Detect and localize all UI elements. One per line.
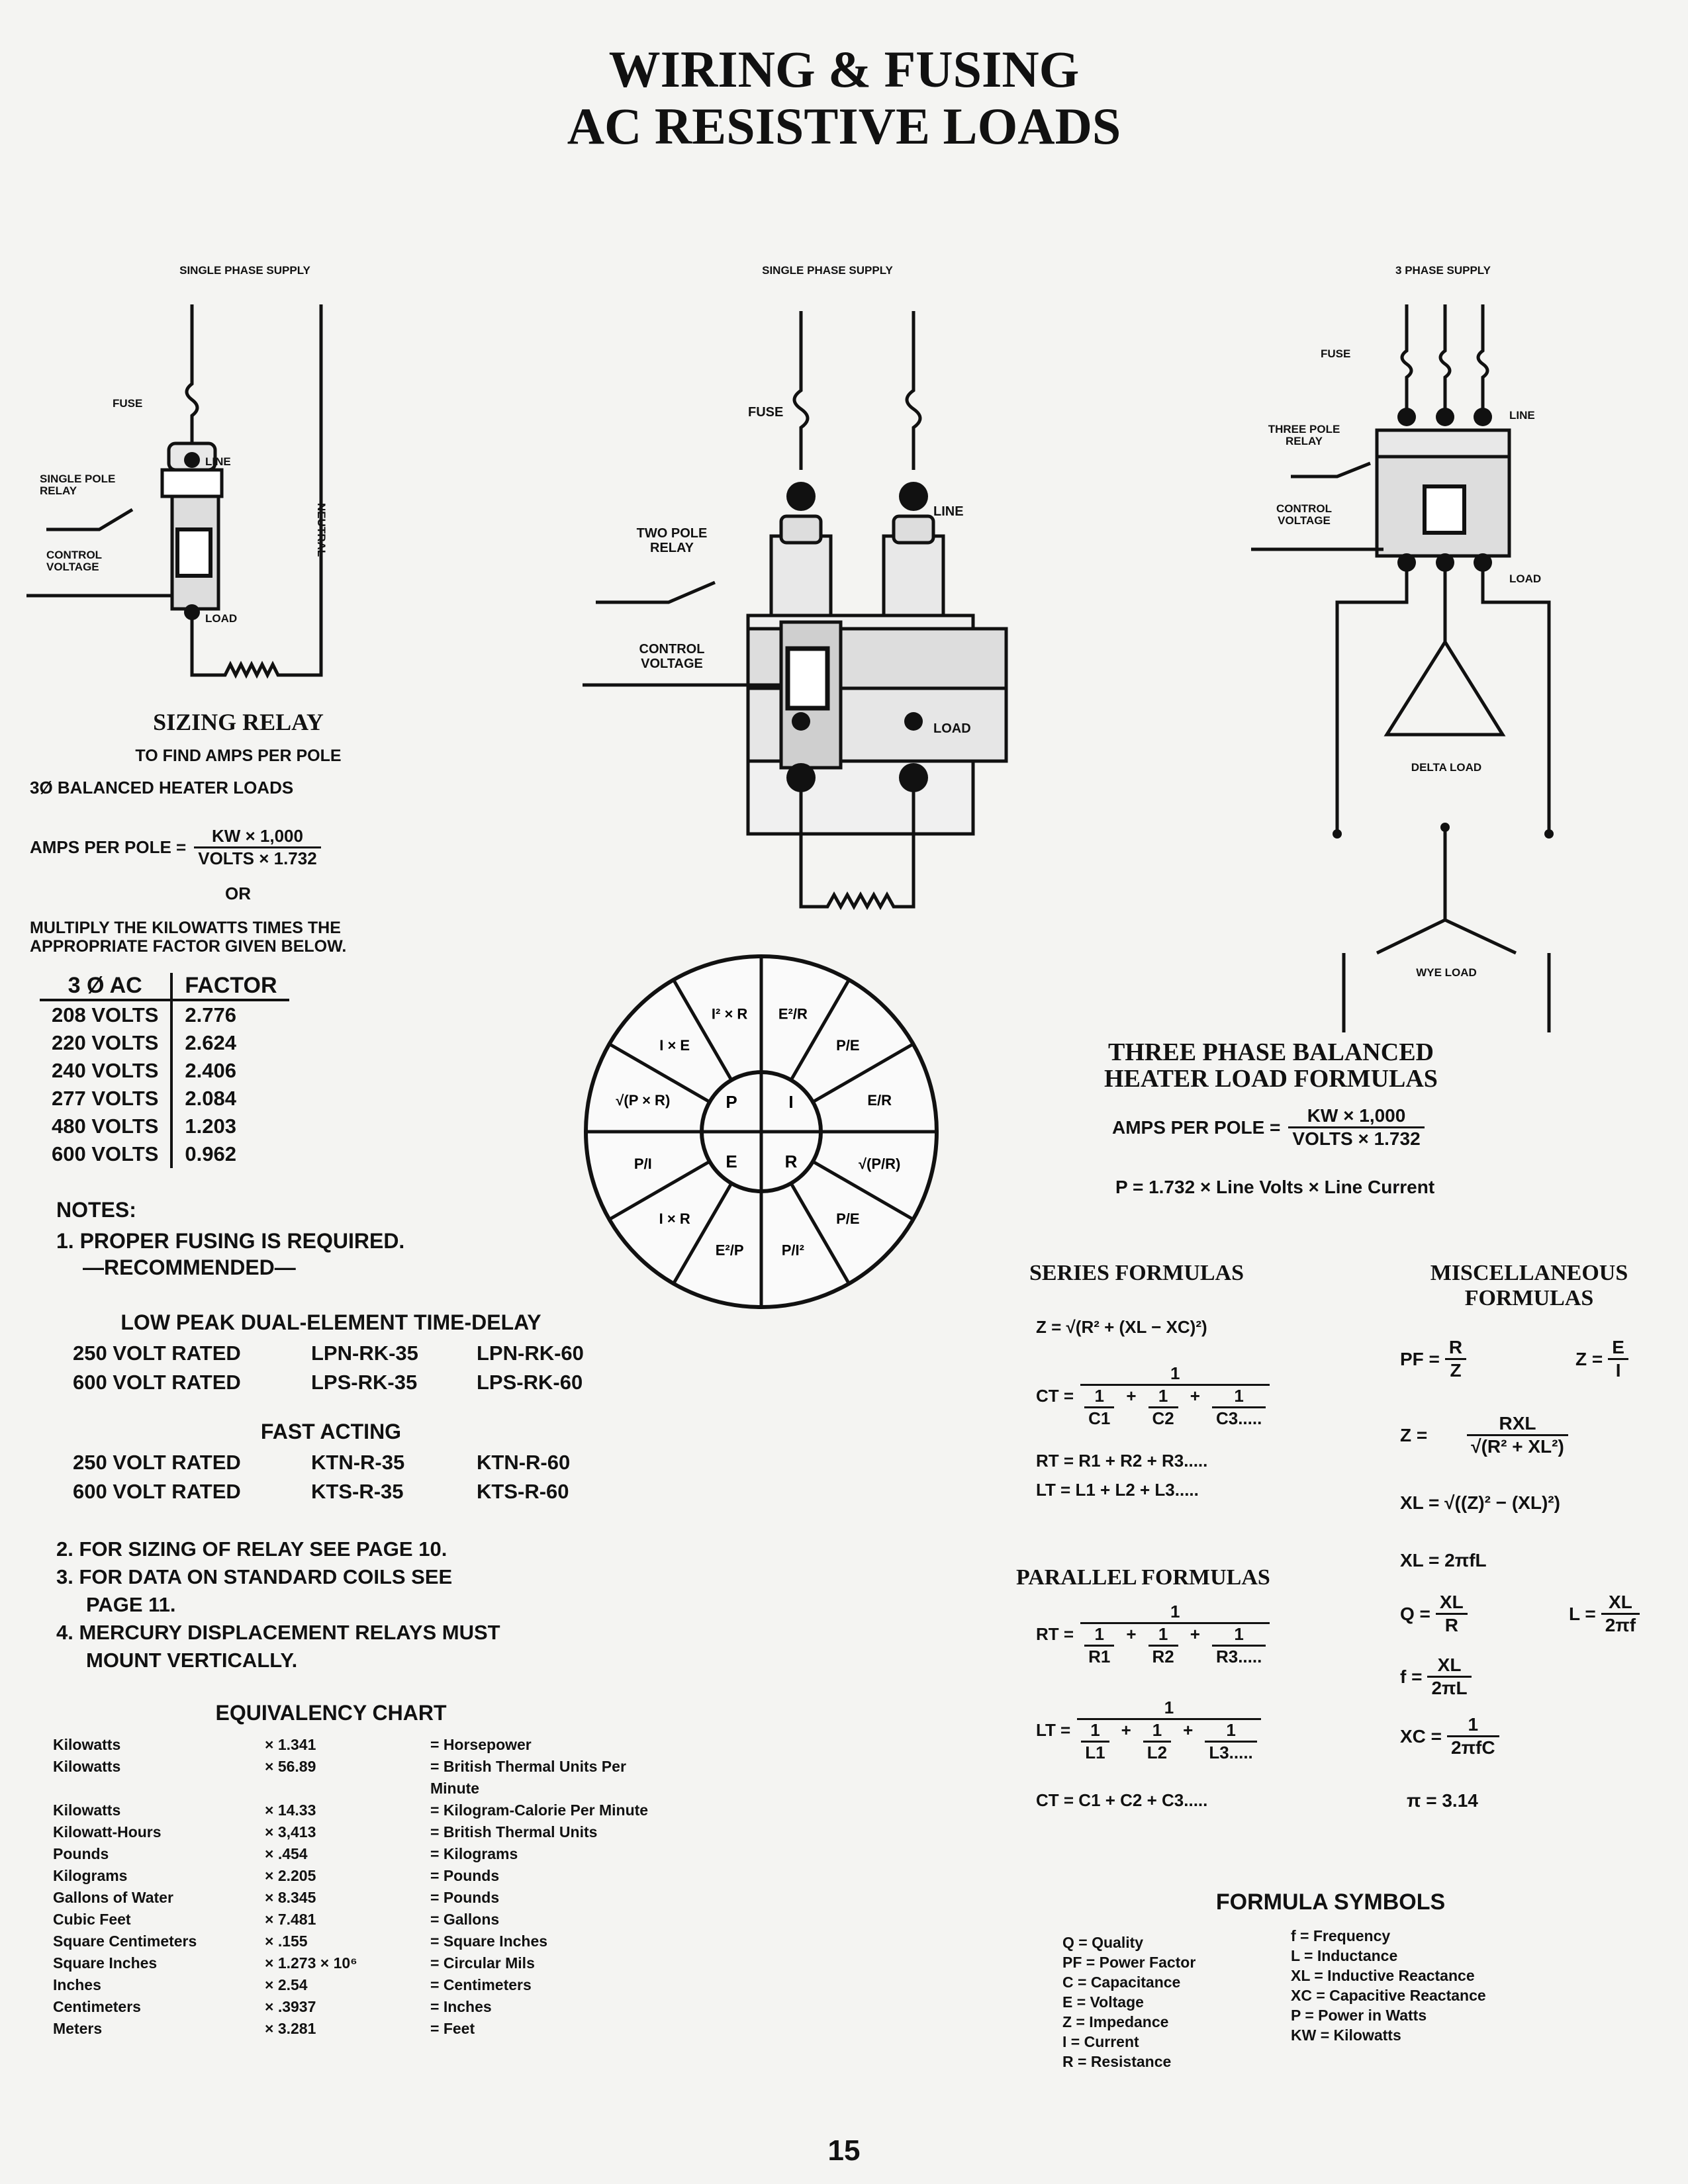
d3-control-label: CONTROL VOLTAGE bbox=[1276, 502, 1333, 527]
table-row bbox=[53, 1931, 649, 1952]
table-row bbox=[53, 1952, 649, 1974]
fuse-60: LPS-RK-60 bbox=[477, 1371, 583, 1394]
lowpeak-heading: LOW PEAK DUAL-ELEMENT TIME-DELAY bbox=[120, 1310, 541, 1334]
series-ct-numerator: 1 bbox=[1080, 1363, 1270, 1386]
equiv-from: Cubic Feet bbox=[53, 1911, 131, 1928]
equiv-to: = Pounds bbox=[430, 1889, 500, 1906]
equiv-to: = Inches bbox=[430, 1998, 492, 2015]
wheel-outer-formula: P/I bbox=[633, 1155, 652, 1172]
d3-load-label: LOAD bbox=[1509, 572, 1542, 585]
fastacting-heading: FAST ACTING bbox=[260, 1420, 402, 1443]
factor-value: 2.776 bbox=[185, 1003, 236, 1026]
fastacting-table bbox=[73, 1448, 570, 1506]
term-num: 1 bbox=[1143, 1720, 1171, 1743]
q-den: R bbox=[1444, 1615, 1458, 1635]
equiv-from: Square Centimeters bbox=[53, 1933, 197, 1950]
factor-value: 1.203 bbox=[185, 1115, 236, 1138]
term-num: 1 bbox=[1149, 1386, 1178, 1408]
equiv-to: = British Thermal Units bbox=[430, 1823, 598, 1841]
xc-lhs: XC = bbox=[1400, 1725, 1442, 1747]
d1-control-label: CONTROL VOLTAGE bbox=[46, 549, 102, 573]
xc-den: 2πfC bbox=[1451, 1737, 1495, 1758]
notes-heading: NOTES: bbox=[56, 1198, 136, 1222]
term bbox=[1149, 1624, 1178, 1667]
equiv-multiplier: × 3.281 bbox=[265, 2020, 316, 2037]
table-row bbox=[73, 1477, 570, 1506]
table-row bbox=[40, 1113, 289, 1140]
wheel-inner-label: I bbox=[788, 1092, 794, 1112]
d3-supply-label: 3 PHASE SUPPLY bbox=[1395, 264, 1491, 277]
equiv-to: = Pounds bbox=[430, 1867, 500, 1884]
symbol-entry: R = Resistance bbox=[1062, 2053, 1172, 2070]
parallel-rt-denominator: $\frac{1}{R1}$ + $\frac{1}{R2}$ + $\frac{1}{R3.....}$ bbox=[1080, 1624, 1270, 1667]
equiv-to: = Circular Mils bbox=[430, 1954, 535, 1972]
fuse-35: LPN-RK-35 bbox=[311, 1342, 418, 1365]
f-den: 2πL bbox=[1431, 1678, 1468, 1698]
equiv-multiplier: × 8.345 bbox=[265, 1889, 316, 1906]
z2-num: RXL bbox=[1467, 1413, 1568, 1436]
term-den: R2 bbox=[1152, 1647, 1174, 1666]
sizing-formula-lhs: AMPS PER POLE = bbox=[30, 837, 187, 857]
misc-z1 bbox=[1575, 1337, 1628, 1381]
term-den: C3..... bbox=[1215, 1408, 1262, 1428]
d2-supply-label: SINGLE PHASE SUPPLY bbox=[762, 264, 893, 277]
wheel-outer-formula: E/R bbox=[867, 1092, 892, 1109]
misc-xl-root: XL = √((Z)² − (XL)²) bbox=[1400, 1492, 1560, 1513]
equiv-to: = Square Inches bbox=[430, 1933, 548, 1950]
page-title bbox=[0, 41, 1688, 155]
equiv-multiplier: × 2.54 bbox=[265, 1976, 308, 1993]
parallel-ct: CT = C1 + C2 + C3..... bbox=[1036, 1790, 1208, 1810]
xc-fraction bbox=[1447, 1714, 1499, 1758]
notes-2-4 bbox=[56, 1535, 500, 1674]
table-row bbox=[40, 1000, 289, 1029]
term bbox=[1084, 1386, 1114, 1429]
table-row bbox=[53, 1821, 649, 1843]
pf-lhs: PF = bbox=[1400, 1348, 1440, 1369]
wheel-outer-formula: P/E bbox=[836, 1210, 860, 1227]
factor-volts: 208 VOLTS bbox=[40, 1000, 171, 1029]
fuse-35: KTN-R-35 bbox=[311, 1451, 405, 1474]
d2-relay-label: TWO POLE RELAY bbox=[636, 526, 708, 555]
equiv-heading: EQUIVALENCY CHART bbox=[215, 1701, 447, 1725]
factor-value: 0.962 bbox=[185, 1142, 236, 1165]
q-lhs: Q = bbox=[1400, 1603, 1430, 1624]
note-3a: 3. FOR DATA ON STANDARD COILS SEE bbox=[56, 1565, 453, 1588]
series-ct bbox=[1036, 1363, 1270, 1429]
table-row bbox=[40, 1085, 289, 1113]
wheel-outer-formula: P/I² bbox=[781, 1242, 804, 1259]
wheel-inner-label: E bbox=[726, 1152, 737, 1171]
d1-relay-label: SINGLE POLE RELAY bbox=[40, 473, 116, 497]
wheel-outer-formula: √(P/R) bbox=[858, 1155, 901, 1172]
title-line-2: AC RESISTIVE LOADS bbox=[567, 97, 1121, 155]
d3-relay-label: THREE POLE RELAY bbox=[1268, 423, 1340, 447]
factor-table bbox=[40, 973, 289, 1168]
l-fraction bbox=[1601, 1592, 1640, 1636]
fuse-60: LPN-RK-60 bbox=[477, 1342, 584, 1365]
symbol-entry: KW = Kilowatts bbox=[1291, 2026, 1401, 2044]
three-phase-formula bbox=[1112, 1105, 1425, 1150]
parallel-lt-lhs: LT = bbox=[1036, 1720, 1071, 1740]
l-num: XL bbox=[1601, 1592, 1640, 1615]
d3-delta-label: DELTA LOAD bbox=[1411, 761, 1482, 774]
rating: 600 VOLT RATED bbox=[73, 1371, 241, 1394]
d3-fuse-label: FUSE bbox=[1321, 347, 1351, 360]
wheel-outer-formula: I × E bbox=[659, 1037, 690, 1054]
three-phase-heading-1: THREE PHASE BALANCED bbox=[1108, 1038, 1434, 1066]
rating: 600 VOLT RATED bbox=[73, 1480, 241, 1503]
equiv-to: = British Thermal Units Per Minute bbox=[430, 1758, 626, 1797]
misc-heading bbox=[1390, 1261, 1668, 1311]
d1-neutral-label: NEUTRAL bbox=[315, 503, 328, 557]
parallel-lt bbox=[1036, 1698, 1261, 1763]
equiv-multiplier: × 3,413 bbox=[265, 1823, 316, 1841]
term bbox=[1143, 1720, 1171, 1763]
term bbox=[1084, 1624, 1114, 1667]
three-phase-heading-2: HEATER LOAD FORMULAS bbox=[1104, 1065, 1438, 1093]
symbol-entry: L = Inductance bbox=[1291, 1947, 1398, 1964]
series-z: Z = √(R² + (XL − XC)²) bbox=[1036, 1317, 1207, 1337]
equiv-multiplier: × 14.33 bbox=[265, 1801, 316, 1819]
sizing-or: OR bbox=[225, 884, 251, 903]
note-3b: PAGE 11. bbox=[86, 1593, 176, 1616]
z2-den: √(R² + XL²) bbox=[1471, 1436, 1564, 1457]
sizing-multiply bbox=[30, 919, 346, 956]
equiv-to: = Kilogram-Calorie Per Minute bbox=[430, 1801, 649, 1819]
fuse-35: LPS-RK-35 bbox=[311, 1371, 418, 1394]
l-lhs: L = bbox=[1569, 1603, 1596, 1624]
factor-value: 2.084 bbox=[185, 1087, 236, 1110]
equiv-multiplier: × 7.481 bbox=[265, 1911, 316, 1928]
table-row bbox=[53, 1887, 649, 1909]
rating: 250 VOLT RATED bbox=[73, 1342, 241, 1365]
three-phase-numerator: KW × 1,000 bbox=[1288, 1105, 1424, 1128]
parallel-rt-lhs: RT = bbox=[1036, 1624, 1074, 1644]
wheel-outer-formula: E²/P bbox=[715, 1242, 744, 1259]
symbol-entry: I = Current bbox=[1062, 2033, 1139, 2050]
factor-col-factor: FACTOR bbox=[171, 973, 289, 1000]
rating: 250 VOLT RATED bbox=[73, 1451, 241, 1474]
series-lt: LT = L1 + L2 + L3..... bbox=[1036, 1480, 1199, 1500]
term-den: L1 bbox=[1085, 1743, 1105, 1762]
equiv-from: Inches bbox=[53, 1976, 101, 1993]
page-number: 15 bbox=[827, 2134, 861, 2167]
term-num: 1 bbox=[1212, 1624, 1266, 1647]
parallel-rt bbox=[1036, 1602, 1270, 1667]
f-lhs: f = bbox=[1400, 1666, 1423, 1687]
fuse-60: KTN-R-60 bbox=[477, 1451, 571, 1474]
parallel-rt-fraction bbox=[1080, 1602, 1270, 1667]
pf-num: R bbox=[1445, 1337, 1466, 1360]
sizing-multiply-2: APPROPRIATE FACTOR GIVEN BELOW. bbox=[30, 937, 347, 956]
factor-volts: 220 VOLTS bbox=[40, 1029, 171, 1057]
z1-num: E bbox=[1608, 1337, 1628, 1360]
three-pole-wiring-diagram bbox=[1244, 251, 1589, 993]
misc-xl2: XL = 2πfL bbox=[1400, 1550, 1487, 1570]
equiv-from: Kilowatts bbox=[53, 1801, 121, 1819]
symbol-entry: C = Capacitance bbox=[1062, 1974, 1181, 1991]
title-line-1: WIRING & FUSING bbox=[608, 40, 1080, 98]
symbol-entry: P = Power in Watts bbox=[1291, 2007, 1427, 2024]
note-1-text: 1. PROPER FUSING IS REQUIRED. bbox=[56, 1229, 405, 1253]
term bbox=[1212, 1386, 1266, 1429]
factor-volts: 277 VOLTS bbox=[40, 1085, 171, 1113]
term-den: L3..... bbox=[1209, 1743, 1253, 1762]
equiv-multiplier: × 56.89 bbox=[265, 1758, 316, 1775]
symbol-entry: XL = Inductive Reactance bbox=[1291, 1967, 1475, 1984]
lowpeak-table bbox=[73, 1339, 584, 1397]
d2-line-label: LINE bbox=[933, 504, 964, 519]
sizing-denominator: VOLTS × 1.732 bbox=[198, 848, 317, 868]
table-row bbox=[53, 1756, 649, 1799]
term bbox=[1212, 1624, 1266, 1667]
d3-line-label: LINE bbox=[1509, 409, 1535, 422]
symbol-entry: Z = Impedance bbox=[1062, 2013, 1169, 2030]
table-row bbox=[73, 1368, 584, 1397]
term-num: 1 bbox=[1084, 1386, 1114, 1408]
equiv-from: Meters bbox=[53, 2020, 103, 2037]
z1-fraction bbox=[1608, 1337, 1628, 1381]
sizing-formula bbox=[30, 826, 321, 869]
l-den: 2πf bbox=[1605, 1615, 1636, 1635]
sizing-sub1: TO FIND AMPS PER POLE bbox=[135, 747, 342, 765]
misc-q bbox=[1400, 1592, 1468, 1636]
f-fraction bbox=[1427, 1655, 1471, 1699]
table-row bbox=[53, 1996, 649, 2018]
sizing-fraction bbox=[194, 826, 320, 869]
wheel-outer-formula: E²/R bbox=[778, 1005, 808, 1023]
z1-den: I bbox=[1615, 1360, 1621, 1381]
equiv-to: = Horsepower bbox=[430, 1736, 532, 1753]
d1-load-label: LOAD bbox=[205, 612, 238, 625]
symbol-entry: PF = Power Factor bbox=[1062, 1954, 1196, 1971]
term-num: 1 bbox=[1212, 1386, 1266, 1408]
parallel-heading: PARALLEL FORMULAS bbox=[1016, 1565, 1270, 1590]
term-den: L2 bbox=[1147, 1743, 1168, 1762]
fuse-60: KTS-R-60 bbox=[477, 1480, 569, 1503]
misc-pf bbox=[1400, 1337, 1466, 1381]
table-row bbox=[40, 1057, 289, 1085]
misc-pi: π = 3.14 bbox=[1407, 1790, 1478, 1811]
series-rt: RT = R1 + R2 + R3..... bbox=[1036, 1451, 1208, 1471]
note-2: 2. FOR SIZING OF RELAY SEE PAGE 10. bbox=[56, 1537, 447, 1561]
z2-lhs: Z = bbox=[1400, 1424, 1428, 1445]
series-ct-lhs: CT = bbox=[1036, 1386, 1074, 1406]
equiv-from: Pounds bbox=[53, 1845, 109, 1862]
equiv-multiplier: × 1.341 bbox=[265, 1736, 316, 1753]
equiv-from: Kilowatts bbox=[53, 1758, 121, 1775]
table-row bbox=[40, 1140, 289, 1168]
series-heading: SERIES FORMULAS bbox=[1029, 1261, 1244, 1285]
note-1 bbox=[56, 1228, 404, 1281]
term-num: 1 bbox=[1205, 1720, 1256, 1743]
d1-line-label: LINE bbox=[205, 455, 231, 468]
misc-heading-2: FORMULAS bbox=[1464, 1286, 1594, 1310]
three-phase-power: P = 1.732 × Line Volts × Line Current bbox=[1115, 1177, 1435, 1197]
table-row bbox=[53, 1734, 649, 1756]
note-4a: 4. MERCURY DISPLACEMENT RELAYS MUST bbox=[56, 1621, 500, 1644]
parallel-lt-fraction bbox=[1077, 1698, 1261, 1763]
parallel-lt-numerator: 1 bbox=[1077, 1698, 1261, 1720]
misc-heading-1: MISCELLANEOUS bbox=[1430, 1261, 1628, 1285]
equiv-from: Gallons of Water bbox=[53, 1889, 173, 1906]
equiv-table bbox=[53, 1734, 649, 2040]
factor-value: 2.624 bbox=[185, 1031, 236, 1054]
xc-num: 1 bbox=[1447, 1714, 1499, 1737]
pf-den: Z bbox=[1450, 1360, 1462, 1381]
misc-l bbox=[1569, 1592, 1640, 1636]
d1-fuse-label: FUSE bbox=[113, 397, 143, 410]
parallel-lt-denominator: $\frac{1}{L1}$ + $\frac{1}{L2}$ + $\frac{1}{L3.....}$ bbox=[1077, 1720, 1261, 1763]
factor-volts: 480 VOLTS bbox=[40, 1113, 171, 1140]
term-den: C2 bbox=[1152, 1408, 1174, 1428]
wheel-outer-formula: I² × R bbox=[711, 1005, 748, 1023]
symbols-right bbox=[1291, 1926, 1486, 2045]
note-recommended: —RECOMMENDED— bbox=[83, 1255, 296, 1279]
parallel-rt-numerator: 1 bbox=[1080, 1602, 1270, 1624]
z1-lhs: Z = bbox=[1575, 1348, 1603, 1369]
table-row bbox=[53, 1974, 649, 1996]
d2-fuse-label: FUSE bbox=[748, 405, 784, 420]
equiv-from: Kilograms bbox=[53, 1867, 128, 1884]
three-phase-denominator: VOLTS × 1.732 bbox=[1292, 1128, 1421, 1149]
sizing-heading: SIZING RELAY bbox=[153, 709, 324, 735]
symbol-entry: XC = Capacitive Reactance bbox=[1291, 1987, 1486, 2004]
q-num: XL bbox=[1436, 1592, 1468, 1615]
wheel-inner-label: P bbox=[726, 1092, 737, 1112]
d2-control-label: CONTROL VOLTAGE bbox=[639, 642, 705, 671]
fuse-35: KTS-R-35 bbox=[311, 1480, 404, 1503]
wheel-inner-label: R bbox=[784, 1152, 798, 1171]
equiv-multiplier: × .3937 bbox=[265, 1998, 316, 2015]
equiv-from: Centimeters bbox=[53, 1998, 141, 2015]
sizing-numerator: KW × 1,000 bbox=[194, 826, 320, 848]
term-num: 1 bbox=[1149, 1624, 1178, 1647]
table-row bbox=[53, 2018, 649, 2040]
term-den: R3..... bbox=[1215, 1647, 1262, 1666]
equiv-multiplier: × .454 bbox=[265, 1845, 308, 1862]
table-row bbox=[53, 1843, 649, 1865]
equiv-multiplier: × 2.205 bbox=[265, 1867, 316, 1884]
equiv-to: = Kilograms bbox=[430, 1845, 518, 1862]
d3-wye-label: WYE LOAD bbox=[1416, 966, 1477, 979]
term-den: C1 bbox=[1088, 1408, 1111, 1428]
d1-supply-label: SINGLE PHASE SUPPLY bbox=[179, 264, 310, 277]
term bbox=[1205, 1720, 1256, 1763]
misc-f bbox=[1400, 1655, 1472, 1699]
factor-value: 2.406 bbox=[185, 1059, 236, 1082]
three-phase-lhs: AMPS PER POLE = bbox=[1112, 1116, 1281, 1138]
symbols-heading: FORMULA SYMBOLS bbox=[1215, 1889, 1446, 1915]
misc-z2 bbox=[1400, 1413, 1568, 1457]
factor-volts: 600 VOLTS bbox=[40, 1140, 171, 1168]
equiv-from: Kilowatt-Hours bbox=[53, 1823, 162, 1841]
table-row bbox=[53, 1909, 649, 1931]
term bbox=[1149, 1386, 1178, 1429]
table-row bbox=[53, 1799, 649, 1821]
d2-load-label: LOAD bbox=[933, 721, 971, 736]
series-ct-denominator: $\frac{1}{C1}$ + $\frac{1}{C2}$ + $\frac{1}{C3.....}$ bbox=[1080, 1386, 1270, 1429]
factor-volts: 240 VOLTS bbox=[40, 1057, 171, 1085]
table-row bbox=[73, 1448, 570, 1477]
series-ct-fraction bbox=[1080, 1363, 1270, 1429]
equiv-multiplier: × 1.273 × 10⁶ bbox=[265, 1954, 357, 1972]
wheel-outer-formula: √(P × R) bbox=[616, 1092, 671, 1109]
sizing-sub2: 3Ø BALANCED HEATER LOADS bbox=[30, 778, 294, 797]
symbol-entry: f = Frequency bbox=[1291, 1927, 1391, 1944]
term bbox=[1081, 1720, 1109, 1763]
pf-fraction bbox=[1445, 1337, 1466, 1381]
term-num: 1 bbox=[1081, 1720, 1109, 1743]
equiv-from: Kilowatts bbox=[53, 1736, 121, 1753]
three-phase-heading bbox=[1039, 1039, 1503, 1092]
term-num: 1 bbox=[1084, 1624, 1114, 1647]
series-rt-lt bbox=[1036, 1446, 1207, 1504]
wheel-outer-formula: P/E bbox=[836, 1037, 860, 1054]
equiv-multiplier: × .155 bbox=[265, 1933, 308, 1950]
equiv-from: Square Inches bbox=[53, 1954, 158, 1972]
f-num: XL bbox=[1427, 1655, 1471, 1678]
symbol-entry: E = Voltage bbox=[1062, 1993, 1144, 2011]
table-row bbox=[53, 1865, 649, 1887]
wheel-outer-formula: I × R bbox=[659, 1210, 690, 1227]
term-den: R1 bbox=[1088, 1647, 1111, 1666]
three-phase-fraction bbox=[1288, 1105, 1424, 1150]
equiv-to: = Feet bbox=[430, 2020, 475, 2037]
table-row bbox=[40, 1029, 289, 1057]
symbol-entry: Q = Quality bbox=[1062, 1934, 1144, 1951]
q-fraction bbox=[1436, 1592, 1468, 1636]
table-row bbox=[73, 1339, 584, 1368]
equiv-to: = Gallons bbox=[430, 1911, 500, 1928]
ohms-law-wheel bbox=[576, 946, 947, 1317]
note-4b: MOUNT VERTICALLY. bbox=[86, 1649, 298, 1672]
z2-fraction bbox=[1467, 1413, 1568, 1457]
misc-xc bbox=[1400, 1714, 1499, 1758]
sizing-multiply-1: MULTIPLY THE KILOWATTS TIMES THE bbox=[30, 919, 341, 937]
factor-col-volts: 3 Ø AC bbox=[40, 973, 171, 1000]
symbols-left bbox=[1062, 1933, 1196, 2071]
equiv-to: = Centimeters bbox=[430, 1976, 532, 1993]
